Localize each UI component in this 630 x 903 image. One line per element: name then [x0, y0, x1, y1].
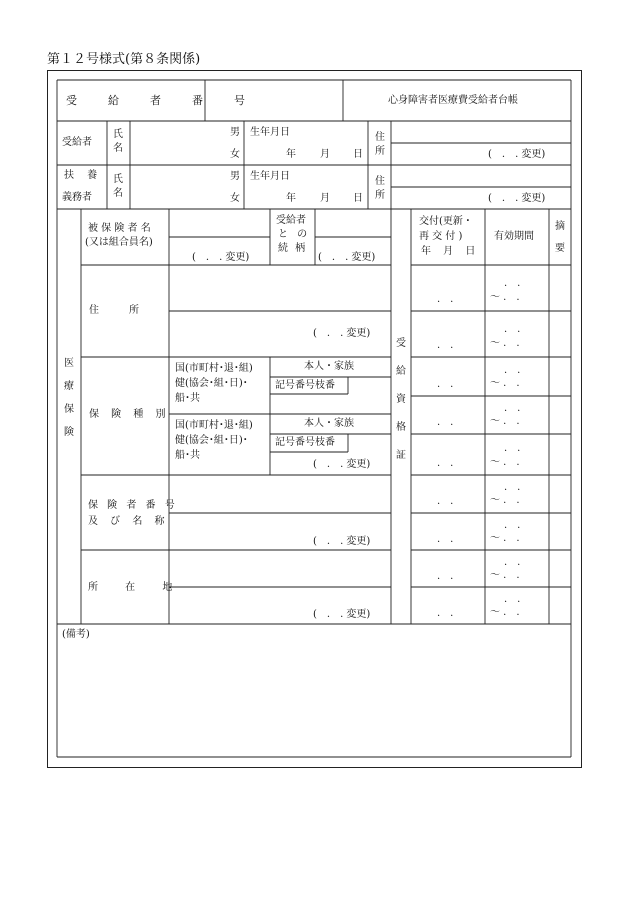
dependent-dob-label: 生年月日	[250, 171, 290, 182]
insurance-options-1b: 国(市町村･退･組)	[175, 420, 253, 431]
insured-address-change: ( . . 変更)	[313, 328, 371, 339]
relation-label-3: 続 柄	[278, 243, 308, 254]
medical-insurance-label: 医療保険	[64, 358, 74, 438]
relation-label-1: 受給者	[276, 215, 306, 226]
validity-label: 有効期間	[494, 231, 534, 242]
issue-date-5: . .	[437, 458, 454, 469]
dependent-day-label: 日	[353, 193, 363, 204]
insured-name-label-2: (又は組合員名)	[85, 237, 153, 248]
insurance-type-label: 保 険 種 別	[89, 409, 171, 420]
validity-to-1: ～ . .	[490, 292, 520, 303]
dependent-name-label: 氏名	[113, 174, 123, 199]
dependent-male-label: 男	[230, 171, 240, 182]
insured-name-label-1: 被 保 険 者 名	[88, 223, 151, 234]
issue-label-2: 再 交 付 )	[419, 231, 463, 242]
symbol-number-label: 記号番号枝番	[275, 380, 335, 391]
male-label: 男	[230, 127, 240, 138]
validity-to-6: ～ . .	[490, 495, 520, 506]
dependent-address-label: 住所	[375, 176, 385, 201]
month-label: 月	[320, 149, 330, 160]
dependent-label-2: 義務者	[62, 192, 92, 203]
validity-to-7: ～ . .	[490, 533, 520, 544]
year-label: 年	[286, 149, 296, 160]
insurance-options-1: 国(市町村･退･組)	[175, 363, 253, 374]
name-label: 氏名	[113, 129, 123, 154]
validity-from-4: . .	[504, 403, 521, 414]
certificate-label: 受給資格証	[396, 338, 406, 461]
validity-to-2: ～ . .	[490, 338, 520, 349]
validity-from-2: . .	[504, 324, 521, 335]
issue-date-1: . .	[437, 294, 454, 305]
address-label: 住所	[375, 132, 385, 157]
validity-from-5: . .	[504, 443, 521, 454]
validity-from-8: . .	[504, 557, 521, 568]
issue-date-9: . .	[437, 608, 454, 619]
remarks-label: 摘要	[555, 221, 565, 254]
address-change: ( . . 変更)	[488, 149, 546, 160]
issue-label-3: 年 月 日	[421, 246, 480, 257]
insurance-type-change: ( . . 変更)	[313, 459, 371, 470]
recipient-number-label: 受 給 者 番 号	[66, 94, 259, 107]
validity-to-9: ～ . .	[490, 607, 520, 618]
insurance-options-2b: 健(協会･組･日)･	[175, 435, 248, 446]
validity-to-4: ～ . .	[490, 416, 520, 427]
validity-from-6: . .	[504, 482, 521, 493]
dependent-address-change: ( . . 変更)	[488, 193, 546, 204]
insurance-options-3: 船･共	[175, 393, 200, 404]
day-label: 日	[353, 149, 363, 160]
insurer-number-change: ( . . 変更)	[313, 536, 371, 547]
dependent-year-label: 年	[286, 193, 296, 204]
location-change: ( . . 変更)	[313, 609, 371, 620]
validity-from-7: . .	[504, 520, 521, 531]
symbol-number-label-b: 記号番号枝番	[275, 437, 335, 448]
validity-to-8: ～ . .	[490, 570, 520, 581]
dependent-label-1: 扶 養	[64, 170, 103, 181]
validity-from-3: . .	[504, 365, 521, 376]
relation-change: ( . . 変更)	[318, 252, 376, 263]
issue-date-6: . .	[437, 496, 454, 507]
recipient-label: 受給者	[62, 137, 92, 148]
insurer-number-label-2: 及 び 名 称	[88, 516, 170, 527]
insured-name-change: ( . . 変更)	[192, 252, 250, 263]
issue-date-7: . .	[437, 534, 454, 545]
insurer-number-label-1: 保 険 者 番 号	[88, 500, 178, 511]
issue-date-2: . .	[437, 340, 454, 351]
validity-from-9: . .	[504, 594, 521, 605]
issue-label-1: 交付(更新・	[419, 216, 473, 227]
insurance-options-2: 健(協会･組･日)･	[175, 378, 248, 389]
insured-address-label: 住 所	[89, 305, 139, 316]
validity-to-5: ～ . .	[490, 457, 520, 468]
female-label: 女	[230, 149, 240, 160]
issue-date-8: . .	[437, 571, 454, 582]
self-family-label: 本人・家族	[304, 361, 354, 372]
issue-date-3: . .	[437, 379, 454, 390]
notes-label: (備考)	[62, 629, 90, 640]
ledger-title: 心身障害者医療費受給者台帳	[388, 95, 518, 106]
form-title: 第１２号様式(第８条関係)	[47, 52, 201, 67]
insurance-options-3b: 船･共	[175, 450, 200, 461]
self-family-label-b: 本人・家族	[304, 418, 354, 429]
dob-label: 生年月日	[250, 127, 290, 138]
dependent-female-label: 女	[230, 193, 240, 204]
relation-label-2: と の	[278, 229, 311, 240]
location-label: 所 在 地	[88, 582, 185, 593]
validity-from-1: . .	[504, 278, 521, 289]
issue-date-4: . .	[437, 417, 454, 428]
dependent-month-label: 月	[320, 193, 330, 204]
validity-to-3: ～ . .	[490, 378, 520, 389]
